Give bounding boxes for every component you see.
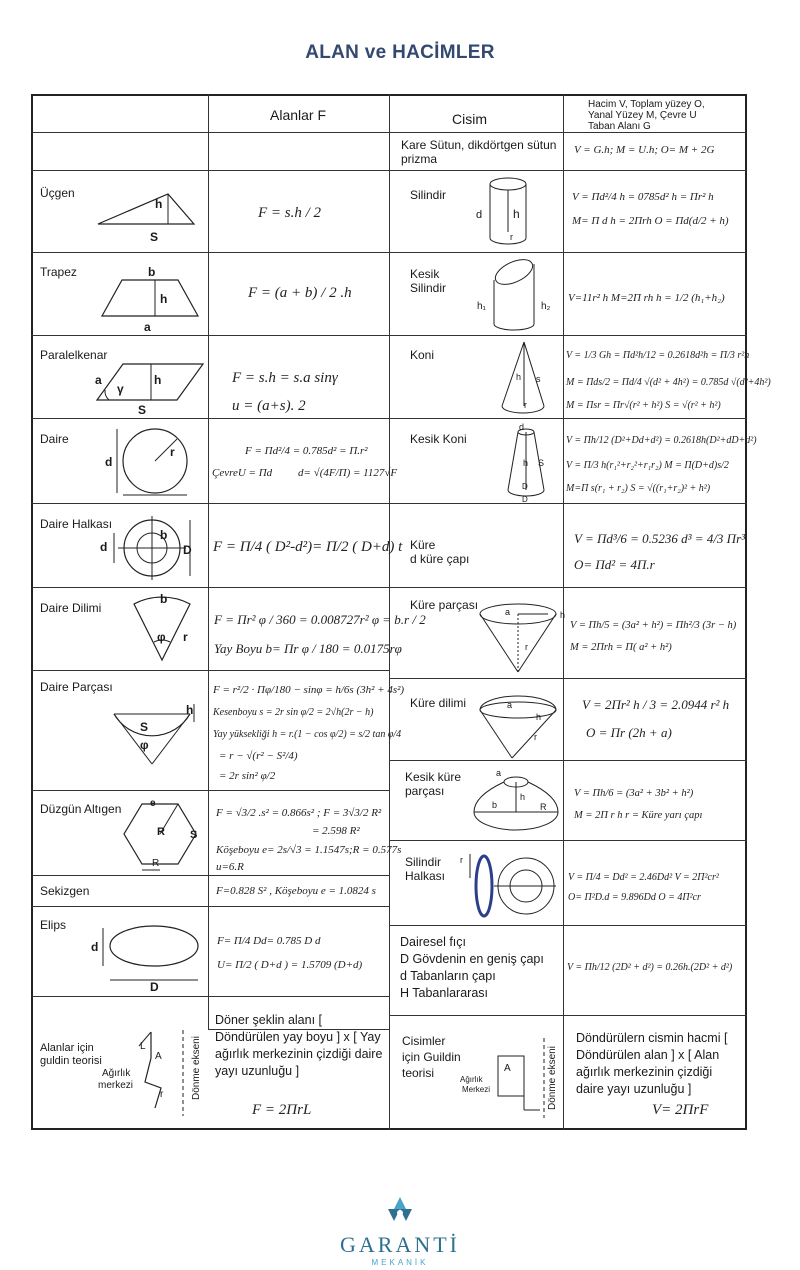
garanti-logo-icon <box>382 1195 418 1227</box>
sector-label-r: r <box>183 630 188 644</box>
guldin-area-label-merkezi: merkezi <box>98 1080 134 1091</box>
header-solid: Cisim <box>452 111 487 127</box>
row-line <box>389 925 747 926</box>
row-line <box>389 760 747 761</box>
header-divider <box>31 132 747 133</box>
spherical-zone-label-a: a <box>496 768 502 778</box>
sphere-formula-2: O= Πd² = 4Π.r <box>574 557 655 572</box>
frustum-formula-1: V = Πh/12 (D²+Dd+d²) = 0.2618h(D²+dD+d²) <box>566 435 757 446</box>
guldin-area-label-L: L <box>140 1041 146 1052</box>
ellipse-label-d: d <box>91 940 99 954</box>
row-line <box>389 170 747 171</box>
parallelogram-label-s: S <box>138 403 147 417</box>
circle-formula-1: F = Πd²/4 = 0.785d² = Π.r² <box>245 445 368 457</box>
guldin-volume-label-merkezi: Merkezi <box>462 1085 491 1094</box>
spherical-zone-name-2: parçası <box>405 784 445 798</box>
header-areas: Alanlar F <box>270 107 327 123</box>
parallelogram-label-a: a <box>95 373 102 387</box>
triangle-icon <box>96 190 196 230</box>
spherical-zone-formula-2: M = 2Π r h r = Küre yarı çapı <box>574 810 703 821</box>
segment-formula-2: Kesenboyu s = 2r sin φ/2 = 2√h(2r − h) <box>213 707 374 718</box>
cone-name: Koni <box>410 348 435 362</box>
barrel-formula: V = Πh/12 (2D² + d²) = 0.26h.(2D² + d²) <box>567 962 733 973</box>
frustum-formula-2: V = Π/3 h(r₁²+r₂²+r₁r₂) M = Π(D+d)s/2 <box>566 460 729 471</box>
cylinder-formula-1: V = Πd²/4 h = 0785d² h = Πr² h <box>572 191 714 203</box>
guldin-area-formula: F = 2ΠrL <box>252 1102 312 1118</box>
annulus-name: Daire Halkası <box>40 517 113 531</box>
prism-name-1: Kare Sütun, dikdörtgen sütun <box>401 138 557 152</box>
segment-label-s: S <box>140 720 149 734</box>
spherical-sector-label-r: r <box>534 732 537 742</box>
ellipse-formula-1: F= Π/4 Dd= 0.785 D d <box>217 935 321 947</box>
row-line <box>389 252 747 253</box>
row-line <box>31 503 389 504</box>
row-line <box>31 252 389 253</box>
parallelogram-name: Paralelkenar <box>40 348 108 362</box>
truncated-cylinder-label-h1: h₁ <box>477 301 486 312</box>
trapezoid-label-a: a <box>144 320 151 334</box>
barrel-name-1: Dairesel fıçı <box>400 935 466 949</box>
parallelogram-label-h: h <box>154 373 162 387</box>
hexagon-formula-2: = 2.598 R² <box>312 825 360 837</box>
sector-name: Daire Dilimi <box>40 601 102 615</box>
guldin-area-label-axis: Dönme ekseni <box>191 1036 202 1100</box>
annulus-label-d: d <box>100 540 108 554</box>
cone-label-h: h <box>516 372 522 382</box>
circle-label-d: d <box>105 455 113 469</box>
guldin-volume-text: Döndürülern cismin hacmi [ Döndürülen alan ] x [ Alan ağırlık merkezinin çizdiği daire yayı uzunluğu ] <box>576 1031 728 1096</box>
triangle-label-s: S <box>150 230 159 244</box>
sector-label-phi: φ <box>157 630 166 644</box>
guldin-area-label-agirlik: Ağırlık <box>102 1068 131 1079</box>
cylinder-label-d: d <box>476 209 483 221</box>
frustum-label-h: h <box>523 458 529 468</box>
frustum-label-d: d <box>519 422 525 432</box>
circle-formula-3: d= √(4F/Π) = 1127√F <box>298 467 398 479</box>
brand-name: GARANTİ <box>340 1232 460 1257</box>
spherical-cap-label-r: r <box>525 642 528 652</box>
annulus-formula: F = Π/4 ( D²-d²)= Π/2 ( D+d) t <box>213 539 403 555</box>
row-line <box>31 875 389 876</box>
triangle-formula: F = s.h / 2 <box>258 205 322 221</box>
spherical-cap-label-h: h <box>560 610 566 620</box>
barrel-name-3: d Tabanların çapı <box>400 969 496 983</box>
row-line <box>389 503 747 504</box>
trapezoid-icon <box>100 278 200 320</box>
guldin-volume-formula: V= 2ΠrF <box>652 1102 709 1118</box>
segment-label-phi: φ <box>140 738 149 752</box>
spherical-sector-formula-2: O = Πr (2h + a) <box>586 725 672 740</box>
sphere-name-2: d küre çapı <box>410 552 470 566</box>
guldin-area-text: Döner şeklin alanı [ Döndürülen yay boyu ] x [ Yay ağırlık merkezinin çizdiği daire yayı uzunluğu ] <box>215 1013 383 1078</box>
row-line <box>389 335 747 336</box>
prism-formula: V = G.h; M = U.h; O= M + 2G <box>574 144 715 156</box>
trapezoid-formula: F = (a + b) / 2 .h <box>248 285 352 301</box>
sphere-name-1: Küre <box>410 538 436 552</box>
frustum-label-s: S <box>538 458 545 468</box>
annulus-label-b: b <box>160 528 168 542</box>
prism-name-2: prizma <box>401 152 438 166</box>
guldin-volume-name-2: için Guildin <box>402 1050 461 1064</box>
hexagon-label-R2: R <box>152 858 160 869</box>
ellipse-label-D: D <box>150 980 159 994</box>
circle-label-r: r <box>170 445 175 459</box>
sphere-formula-1: V = Πd³/6 = 0.5236 d³ = 4/3 Πr³ <box>574 531 746 546</box>
brand-sub: MEKANİK <box>371 1258 429 1267</box>
spherical-zone-label-b: b <box>492 800 498 810</box>
trapezoid-label-b: b <box>148 265 156 279</box>
frustum-label-D2: D <box>522 495 528 504</box>
segment-formula-1: F = r²/2 · Πφ/180 − sinφ = h/6s (3h² + 4s²) <box>213 684 405 696</box>
guldin-area-name-1: Alanlar için <box>40 1042 94 1054</box>
spherical-sector-name: Küre dilimi <box>410 696 467 710</box>
torus-name-2: Halkası <box>405 869 446 883</box>
guldin-volume-label-axis: Dönme ekseni <box>547 1046 558 1110</box>
header-legend-1: Hacim V, Toplam yüzey O, <box>588 99 705 110</box>
guldin-area-label-A: A <box>155 1051 162 1062</box>
guldin-volume-label-agirlik: Ağırlık <box>460 1075 483 1084</box>
torus-icon <box>466 850 556 920</box>
row-line <box>31 587 389 588</box>
company-logo <box>0 1195 800 1267</box>
cone-label-r: r <box>524 400 527 410</box>
parallelogram-formula-2: u = (a+s). 2 <box>232 398 306 414</box>
torus-formula-1: V = Π/4 = Dd² = 2.46Dd² V = 2Π²cr² <box>568 872 719 883</box>
row-line <box>31 790 389 791</box>
torus-name-1: Silindir <box>405 855 442 869</box>
row-line <box>31 906 389 907</box>
octagon-name: Sekizgen <box>40 884 90 898</box>
cone-formula-3: M = Πsr = Πr√(r² + h²) S = √(r² + h²) <box>566 400 721 411</box>
page-title: ALAN ve HACİMLER <box>305 42 495 63</box>
row-line <box>31 335 389 336</box>
parallelogram-icon <box>95 362 205 404</box>
truncated-cylinder-label-h2: h₂ <box>541 301 551 312</box>
spherical-sector-label-h: h <box>536 712 542 722</box>
sector-formula-1: F = Πr² φ / 360 = 0.008727r² φ = b.r / 2 <box>214 612 426 627</box>
cone-label-s: s <box>536 374 541 384</box>
annulus-label-D: D <box>183 543 192 557</box>
truncated-cylinder-name-1: Kesik <box>410 267 440 281</box>
sector-label-b: b <box>160 592 168 606</box>
spherical-sector-formula-1: V = 2Πr² h / 3 = 2.0944 r² h <box>582 697 730 712</box>
sector-formula-2: Yay Boyu b= Πr φ / 180 = 0.0175rφ <box>214 641 402 656</box>
circle-name: Daire <box>40 432 69 446</box>
header-legend-2: Yanal Yüzey M, Çevre U <box>588 110 697 121</box>
segment-formula-3: Yay yüksekliği h = r.(1 − cos φ/2) = s/2 tan φ/4 <box>213 729 402 740</box>
segment-formula-4: = r − √(r² − S²/4) <box>219 750 298 762</box>
guldin-volume-label-A: A <box>504 1063 511 1074</box>
hexagon-label-s: S <box>190 829 198 841</box>
row-line <box>389 678 747 679</box>
spherical-cap-icon <box>478 602 564 674</box>
row-line <box>31 996 389 997</box>
truncated-cylinder-icon <box>490 258 540 332</box>
parallelogram-formula-1: F = s.h = s.a sinγ <box>232 370 338 386</box>
hexagon-formula-3: Köşeboyu e= 2s/√3 = 1.1547s;R = 0.577s <box>216 844 402 856</box>
spherical-zone-name-1: Kesik küre <box>405 770 462 784</box>
header-legend-3: Taban Alanı G <box>588 121 651 132</box>
circle-icon <box>115 425 195 499</box>
parallelogram-label-gamma: γ <box>117 382 124 396</box>
cylinder-formula-2: M= Π d h = 2Πrh O = Πd(d/2 + h) <box>572 215 729 227</box>
cone-formula-2: M = Πds/2 = Πd/4 √(d² + 4h²) = 0.785d √(d²+4h²) <box>566 377 771 388</box>
hexagon-label-R: R <box>157 826 165 838</box>
guldin-volume-icon <box>490 1036 550 1120</box>
row-line <box>389 587 747 588</box>
spherical-zone-icon <box>470 772 566 836</box>
ellipse-name: Elips <box>40 918 67 932</box>
trapezoid-name: Trapez <box>40 265 77 279</box>
cylinder-label-r: r <box>510 232 513 242</box>
segment-formula-5: = 2r sin² φ/2 <box>219 770 276 782</box>
barrel-name-2: D Gövdenin en geniş çapı <box>400 952 544 966</box>
spherical-cap-label-a: a <box>505 607 511 617</box>
torus-label-r: r <box>460 855 463 865</box>
spherical-cap-formula-1: V = Πh/5 = (3a² + h²) = Πh²/3 (3r − h) <box>570 620 737 631</box>
triangle-name: Üçgen <box>40 186 75 200</box>
row-line <box>31 418 389 419</box>
hexagon-formula-1: F = √3/2 .s² = 0.866s² ; F = 3√3/2 R² <box>216 807 382 819</box>
spherical-cap-name: Küre parçası <box>410 598 479 612</box>
cylinder-name: Silindir <box>410 188 447 202</box>
circle-formula-2: ÇevreU = Πd <box>212 467 273 479</box>
frustum-name: Kesik Koni <box>410 432 467 446</box>
segment-label-h: h <box>186 703 194 717</box>
spherical-zone-label-h: h <box>520 792 526 802</box>
ellipse-icon <box>100 922 205 984</box>
trapezoid-label-h: h <box>160 292 168 306</box>
barrel-name-4: H Tabanlararası <box>400 986 489 1000</box>
segment-name: Daire Parçası <box>40 680 113 694</box>
spherical-zone-label-R: R <box>540 802 547 812</box>
cylinder-label-h: h <box>513 207 520 221</box>
octagon-formula: F=0.828 S² , Köşeboyu e = 1.0824 s <box>216 885 376 897</box>
ellipse-formula-2: U= Π/2 ( D+d ) = 1.5709 (D+d) <box>217 959 363 971</box>
truncated-cylinder-name-2: Silindir <box>410 281 447 295</box>
guldin-area-name-2: guldin teorisi <box>40 1055 102 1067</box>
triangle-label-h: h <box>155 197 163 211</box>
row-line <box>389 418 747 419</box>
hexagon-name: Düzgün Altıgen <box>40 802 122 816</box>
spherical-sector-label-a: a <box>507 700 513 710</box>
guldin-area-label-r: r <box>160 1089 164 1100</box>
guldin-volume-name-3: teorisi <box>402 1066 435 1080</box>
row-line <box>31 670 389 671</box>
row-line <box>31 170 389 171</box>
frustum-label-D: D <box>522 482 528 491</box>
row-line <box>389 1015 747 1016</box>
hexagon-formula-4: u=6.R <box>216 861 244 873</box>
cone-formula-1: V = 1/3 Gh = Πd²h/12 = 0.2618d²h = Π/3 r²h <box>566 350 750 361</box>
guldin-volume-name-1: Cisimler <box>402 1034 446 1048</box>
frustum-formula-3: M=Π s(r₁ + r₂) S = √((r₁+r₂)² + h²) <box>566 483 711 494</box>
spherical-zone-formula-1: V = Πh/6 = (3a² + 3b² + h²) <box>574 788 694 799</box>
hexagon-label-e: e <box>150 798 156 809</box>
torus-formula-2: O= Π²D.d = 9.896Dd O = 4Π²cr <box>568 892 701 903</box>
truncated-cylinder-formula: V=11r² h M=2Π rh h = 1/2 (h₁+h₂) <box>568 292 725 304</box>
spherical-cap-formula-2: M = 2Πrh = Π( a² + h²) <box>570 642 672 653</box>
divider-col-1 <box>208 94 209 1029</box>
spherical-sector-icon <box>478 694 564 760</box>
row-line <box>389 840 747 841</box>
